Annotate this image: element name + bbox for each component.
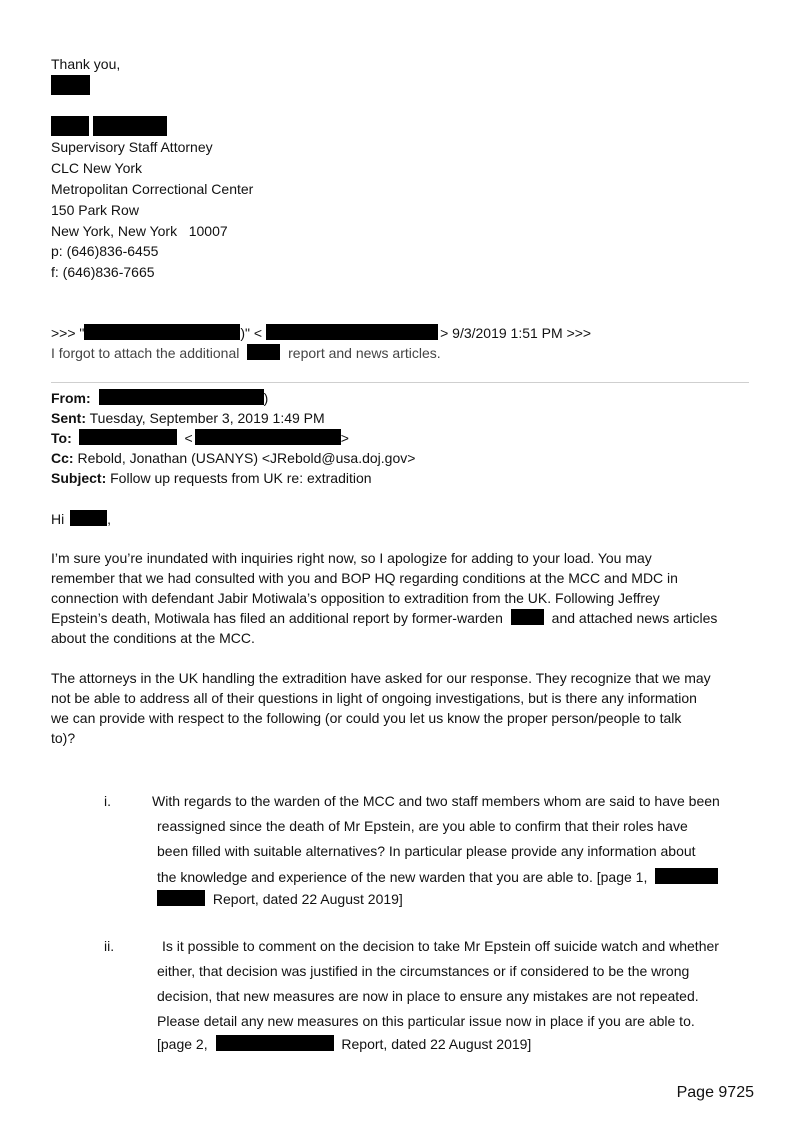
greeting-end: , (107, 511, 112, 527)
from-label: From: (51, 390, 91, 406)
item-line: either, that decision was justified in the circumstances or if considered to be the wrong (157, 963, 690, 979)
redaction-block (93, 116, 167, 136)
forward-note (51, 343, 441, 363)
signature-fax: f: (646)836-7665 (51, 264, 155, 280)
cc-row (51, 448, 415, 468)
p1-line-part: and attached news articles (551, 610, 718, 626)
redaction-block (157, 890, 205, 906)
greeting (51, 509, 111, 529)
divider (51, 382, 749, 383)
p1-line: connection with defendant Jabir Motiwala’s opposition to extradition from the UK. Following Jeffrey (51, 590, 660, 606)
item-line: reassigned since the death of Mr Epstein, are you able to confirm that their roles have (157, 818, 688, 834)
to-close: > (340, 430, 349, 446)
p2-line: not be able to address all of their questions in light of ongoing investigations, but is there any information (51, 690, 697, 706)
item-line-with-redaction (157, 868, 718, 885)
forward-header (51, 323, 591, 343)
from-close: ) (263, 390, 269, 406)
redaction-block (195, 429, 341, 445)
forward-note-after: report and news articles. (288, 345, 441, 361)
p2-line: The attorneys in the UK handling the extradition have asked for our response. They recognize that we may (51, 670, 711, 686)
greeting-text: Hi (51, 511, 65, 527)
item-cite-tail: Report, dated 22 August 2019] (341, 1036, 532, 1052)
to-label: To: (51, 430, 72, 446)
redaction-block (51, 75, 90, 95)
signature-address2: New York, New York 10007 (51, 223, 228, 239)
p1-line: I’m sure you’re inundated with inquiries right now, so I apologize for adding to your load. You may (51, 550, 652, 566)
subject-row (51, 468, 372, 488)
item-number: ii. (104, 938, 115, 954)
redaction-block (266, 324, 438, 340)
forward-prefix: >>> " (51, 325, 85, 341)
item-line: With regards to the warden of the MCC and two staff members whom are said to have been (152, 793, 720, 809)
item-cite-tail: Report, dated 22 August 2019] (212, 891, 403, 907)
redaction-block (84, 324, 240, 340)
redaction-block (70, 510, 107, 526)
forward-mid: )" < (240, 325, 263, 341)
signature-facility: Metropolitan Correctional Center (51, 181, 254, 197)
forward-note-before: I forgot to attach the additional (51, 345, 240, 361)
redaction-block (655, 868, 718, 884)
redaction-block (99, 389, 264, 405)
sent-label: Sent: (51, 410, 86, 426)
page-number: Page 9725 (676, 1084, 754, 1101)
p1-line: remember that we had consulted with you and BOP HQ regarding conditions at the MCC and MDC in (51, 570, 678, 586)
item-number: i. (104, 793, 111, 809)
forward-suffix: > 9/3/2019 1:51 PM >>> (440, 325, 592, 341)
item-cite (157, 1035, 531, 1052)
p2-line: we can provide with respect to the following (or could you let us know the proper person/people to talk (51, 710, 682, 726)
item-line: been filled with suitable alternatives? In particular please provide any information about (157, 843, 696, 859)
from-row (51, 388, 268, 408)
item-line: Is it possible to comment on the decision to take Mr Epstein off suicide watch and whether (162, 938, 719, 954)
to-row (51, 428, 349, 448)
item-line-part: the knowledge and experience of the new warden that you are able to. [page 1, (157, 869, 648, 885)
item-line: Please detail any new measures on this particular issue now in place if you are able to. (157, 1013, 695, 1029)
signature-phone: p: (646)836-6455 (51, 243, 159, 259)
cc-value: Rebold, Jonathan (USANYS) <JRebold@usa.doj.gov> (77, 450, 416, 466)
item-cite (157, 890, 403, 907)
closing-text: Thank you, (51, 56, 121, 72)
redaction-block (216, 1035, 334, 1051)
item-cite-head: [page 2, (157, 1036, 208, 1052)
redaction-block (511, 609, 544, 625)
p1-line-part: Epstein’s death, Motiwala has filed an additional report by former-warden (51, 610, 503, 626)
redaction-block (247, 344, 280, 360)
sent-value: Tuesday, September 3, 2019 1:49 PM (89, 410, 325, 426)
cc-label: Cc: (51, 450, 74, 466)
to-open: < (184, 430, 193, 446)
p1-line-with-redaction (51, 608, 717, 628)
redaction-block (51, 116, 89, 136)
signature-org: CLC New York (51, 160, 143, 176)
sent-row (51, 408, 325, 428)
signature-title: Supervisory Staff Attorney (51, 139, 213, 155)
subject-value: Follow up requests from UK re: extradition (110, 470, 372, 486)
signature-address1: 150 Park Row (51, 202, 139, 218)
subject-label: Subject: (51, 470, 107, 486)
p1-line: about the conditions at the MCC. (51, 630, 255, 646)
item-line: decision, that new measures are now in place to ensure any mistakes are not repeated. (157, 988, 699, 1004)
p2-line: to)? (51, 730, 76, 746)
redaction-block (79, 429, 177, 445)
